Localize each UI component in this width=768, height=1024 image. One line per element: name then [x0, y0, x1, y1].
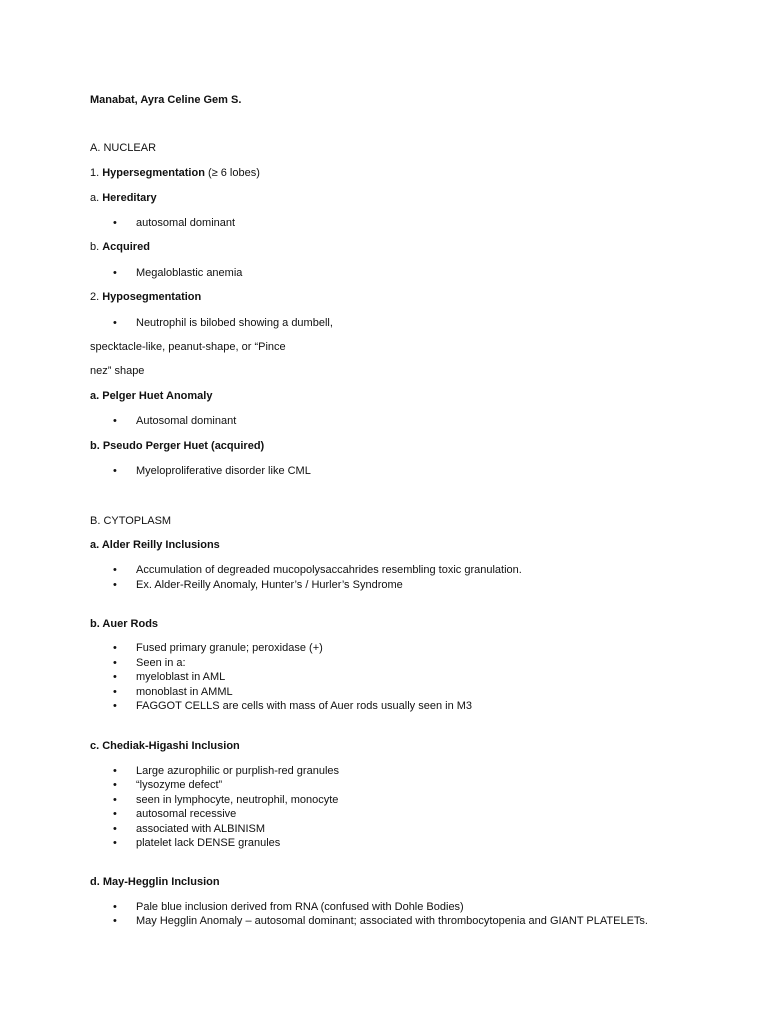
list-item: platelet lack DENSE granules: [136, 837, 281, 849]
bullet: •: [113, 808, 117, 820]
list-item: Megaloblastic anemia: [136, 267, 243, 279]
chediak-higashi-heading: c. Chediak-Higashi Inclusion: [90, 740, 240, 752]
bullet: •: [113, 901, 117, 913]
list-item: Pale blue inclusion derived from RNA (confused with Dohle Bodies): [136, 901, 464, 913]
list-item: seen in lymphocyte, neutrophil, monocyte: [136, 794, 339, 806]
section-heading-nuclear: A. NUCLEAR: [90, 142, 157, 154]
list-item: Large azurophilic or purplish-red granules: [136, 765, 340, 777]
list-item: Accumulation of degreaded mucopolysaccahrides resembling toxic granulation.: [136, 564, 522, 576]
may-hegglin-heading: d. May-Hegglin Inclusion: [90, 876, 220, 888]
bullet: •: [113, 779, 117, 791]
pelger-huet-heading: a. Pelger Huet Anomaly: [90, 390, 213, 402]
list-item: Myeloproliferative disorder like CML: [136, 465, 311, 477]
hyper-number: 1.: [90, 167, 103, 179]
list-item: autosomal dominant: [136, 217, 236, 229]
bullet: •: [113, 765, 117, 777]
list-item: May Hegglin Anomaly – autosomal dominant; associated with thrombocytopenia and GIANT PLATELETs.: [136, 915, 648, 927]
list-item: Autosomal dominant: [136, 415, 237, 427]
acquired-title: Acquired: [102, 241, 150, 253]
section-heading-cytoplasm: B. CYTOPLASM: [90, 515, 172, 527]
list-item: associated with ALBINISM: [136, 823, 266, 835]
alder-reilly-heading: a. Alder Reilly Inclusions: [90, 539, 220, 551]
acquired-prefix: b.: [90, 241, 103, 253]
bullet: •: [113, 415, 117, 427]
hypo-number: 2.: [90, 291, 103, 303]
list-item: Seen in a:: [136, 657, 186, 669]
hyposegmentation-heading: [90, 290, 201, 304]
bullet: •: [113, 564, 117, 576]
hyper-title: Hypersegmentation: [102, 167, 205, 179]
bullet: •: [113, 700, 117, 712]
bullet: •: [113, 642, 117, 654]
hereditary-heading: [90, 191, 157, 205]
list-item: Neutrophil is bilobed showing a dumbell,: [136, 317, 333, 329]
bullet: •: [113, 465, 117, 477]
author-name: Manabat, Ayra Celine Gem S.: [90, 94, 242, 106]
bullet: •: [113, 657, 117, 669]
hereditary-title: Hereditary: [102, 192, 157, 204]
bullet: •: [113, 671, 117, 683]
bullet: •: [113, 823, 117, 835]
list-item: FAGGOT CELLS are cells with mass of Auer rods usually seen in M3: [136, 700, 473, 712]
bullet: •: [113, 837, 117, 849]
bullet: •: [113, 267, 117, 279]
bullet: •: [113, 217, 117, 229]
continuation-text: specktacle-like, peanut-shape, or “Pince: [90, 341, 286, 353]
auer-rods-heading: b. Auer Rods: [90, 618, 159, 630]
list-item: “lysozyme defect”: [136, 779, 223, 791]
list-item: Ex. Alder-Reilly Anomaly, Hunter’s / Hurler’s Syndrome: [136, 579, 403, 591]
list-item: autosomal recessive: [136, 808, 237, 820]
hypersegmentation-heading: [90, 166, 260, 180]
hypo-title: Hyposegmentation: [102, 291, 202, 303]
list-item: myeloblast in AML: [136, 671, 226, 683]
acquired-heading: [90, 240, 150, 254]
bullet: •: [113, 317, 117, 329]
list-item: monoblast in AMML: [136, 686, 233, 698]
list-item: Fused primary granule; peroxidase (+): [136, 642, 323, 654]
pseudo-pelger-heading: b. Pseudo Perger Huet (acquired): [90, 440, 265, 452]
hereditary-prefix: a.: [90, 192, 103, 204]
bullet: •: [113, 794, 117, 806]
bullet: •: [113, 579, 117, 591]
bullet: •: [113, 915, 117, 927]
hyper-note: (≥ 6 lobes): [204, 167, 260, 179]
bullet: •: [113, 686, 117, 698]
continuation-text: nez” shape: [90, 365, 145, 377]
